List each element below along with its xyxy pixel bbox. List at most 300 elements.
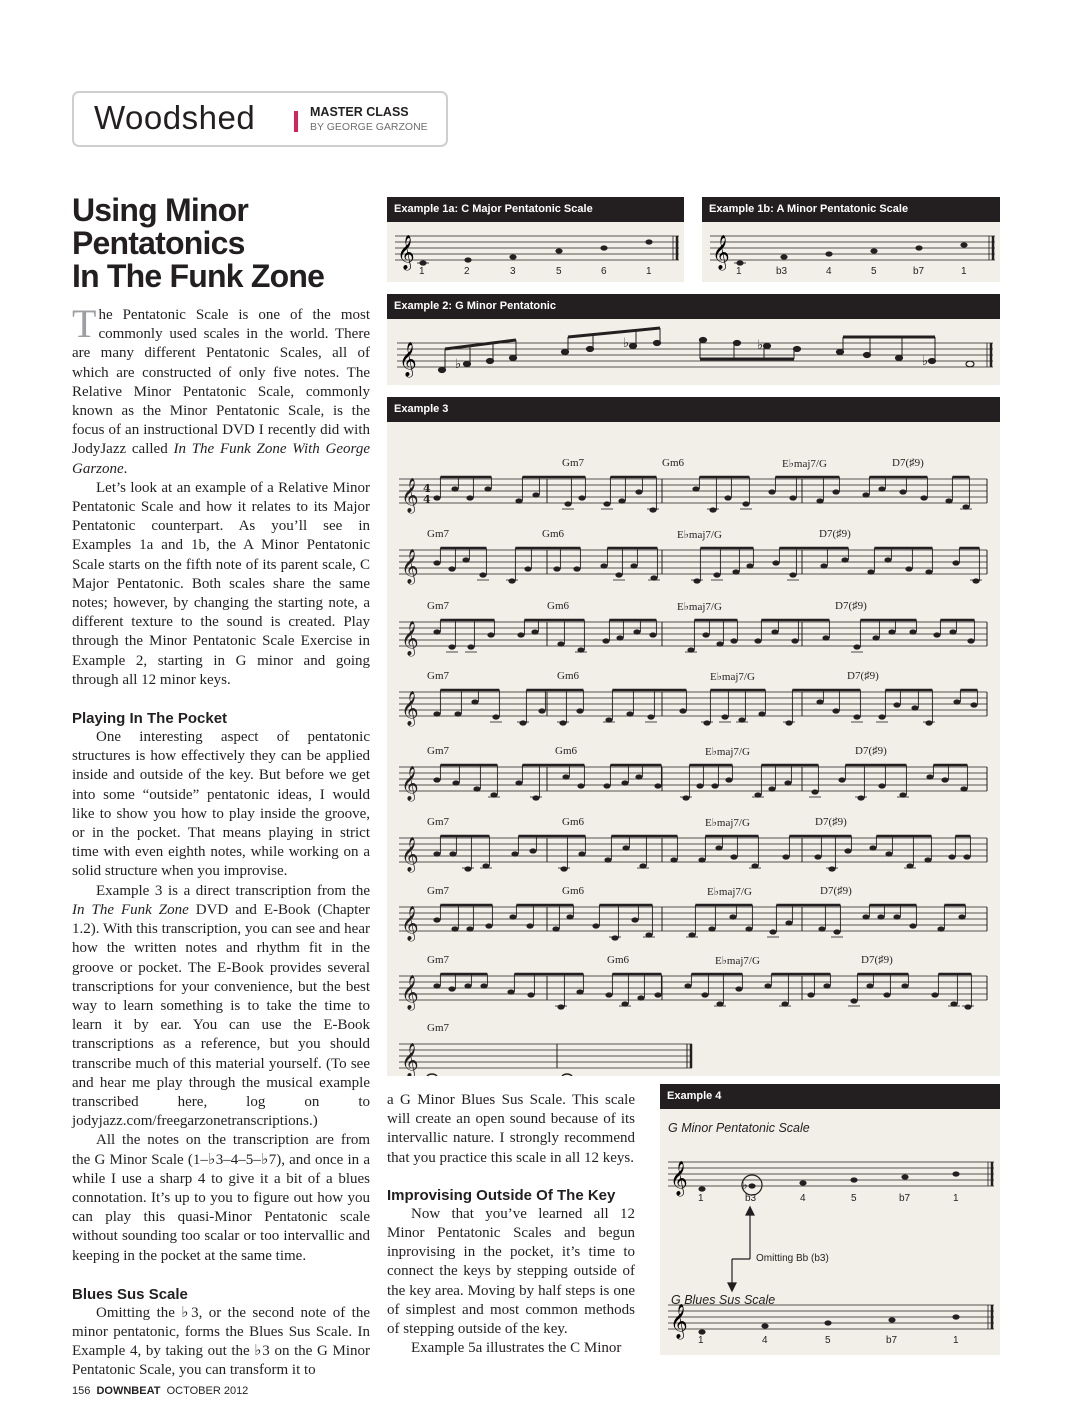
- page-footer: [72, 1385, 248, 1397]
- chord-symbol: Gm6: [557, 670, 579, 682]
- note-head: [820, 563, 827, 568]
- chord-symbol: Gm6: [562, 816, 584, 828]
- svg-text:𝄞: 𝄞: [670, 1304, 688, 1339]
- chord-symbol: Gm6: [547, 600, 569, 612]
- treble-clef-icon: 𝄞: [401, 549, 419, 584]
- note-head: [715, 845, 722, 850]
- staff-notation: [660, 1109, 1000, 1355]
- scale-title: G Minor Pentatonic Scale: [668, 1121, 810, 1135]
- section-header: [72, 91, 448, 147]
- chord-symbol: Gm6: [542, 528, 564, 540]
- note-head: [576, 989, 583, 994]
- note-head: [622, 845, 629, 850]
- staff-notation: [387, 422, 1000, 1076]
- note-head: [605, 992, 612, 997]
- note-head: [576, 708, 583, 713]
- note-head: [566, 914, 573, 919]
- note-head: [696, 783, 703, 788]
- svg-text:𝄞: 𝄞: [399, 342, 417, 377]
- note-head: [883, 992, 890, 997]
- note-head: [878, 714, 885, 719]
- chord-symbol: Gm7: [562, 457, 584, 469]
- note-head: [791, 638, 798, 643]
- note-head: [742, 501, 749, 506]
- note-head: [517, 632, 524, 637]
- example-3: [387, 397, 1000, 1076]
- degree-label: 3: [510, 266, 516, 277]
- note-head: [862, 492, 869, 497]
- note-head: [508, 578, 515, 583]
- note-head: [901, 983, 908, 988]
- note-head: [949, 629, 956, 634]
- note-head: [884, 557, 891, 562]
- note-head: [466, 926, 473, 931]
- staff-notation: [702, 222, 1000, 282]
- note-head: [464, 866, 471, 871]
- note-head: [559, 720, 566, 725]
- note-head: [604, 857, 611, 862]
- note-head: [592, 923, 599, 928]
- note-head: [433, 629, 440, 634]
- staff-notation: [387, 319, 1000, 385]
- staff-system: [399, 477, 987, 514]
- staff-system: [399, 548, 987, 585]
- note-head: [451, 926, 458, 931]
- degree-label: 4: [762, 1335, 768, 1346]
- note-head: [702, 632, 709, 637]
- note-head: [866, 983, 873, 988]
- scale-title: G Blues Sus Scale: [671, 1293, 776, 1307]
- note-head: [452, 780, 459, 785]
- note-head: [877, 914, 884, 919]
- note-head: [724, 495, 731, 500]
- note-head: [872, 635, 879, 640]
- note-head: [972, 578, 979, 583]
- note-head: [732, 569, 739, 574]
- note-head: [703, 720, 710, 725]
- note-head: [844, 848, 851, 853]
- svg-text:𝄞: 𝄞: [397, 235, 415, 270]
- note-head: [637, 995, 644, 1000]
- note-head: [647, 714, 654, 719]
- degree-label: 1: [419, 266, 425, 277]
- example-label: Example 1a: C Major Pentatonic Scale: [387, 197, 684, 222]
- chord-symbol: D7(♯9): [815, 816, 847, 828]
- treble-clef-icon: 𝄞: [401, 1043, 419, 1076]
- paragraph: Let’s look at an example of a Relative Minor Pentatonic Scale and how it relates to its Major Pentatonic counterpart. As you’ll see in Examples 1a and 1b, the A Minor Pentatonic Scale starts on the fifth note of its parent scale, C Major Pentatonic. Both scales share the same notes; however, by changing the starting note, a different texture to the sound is created. Play through the Minor Pentatonic Scale Exercise in Example 2, starting in G minor and going through all 12 minor keys.: [72, 479, 370, 688]
- note-head: [467, 644, 474, 649]
- note-head: [841, 557, 848, 562]
- note-head: [816, 699, 823, 704]
- note-head: [562, 774, 569, 779]
- chord-symbol: Gm7: [427, 954, 449, 966]
- note-head: [911, 705, 918, 710]
- example-4: [660, 1084, 1000, 1355]
- paragraph: Example 3 is a direct transcription from the In The Funk Zone DVD and E-Book (Chapter 1.2). With this transcription, you can see and hear how the written notes and rhythm fit in the groove or pocket. The E-Book provides several transcriptions for your convenience, but the best way to learn something is to take the time to learn it by ear. You can use the E-Book transcriptions as a reference, but you should transcribe much of this material yourself. (To see and hear me play through the musical example transcribed here, log on to jodyjazz.com/freegarzonetranscriptions.): [72, 882, 370, 1130]
- chord-symbol: D7(♯9): [819, 528, 851, 540]
- note-head: [635, 774, 642, 779]
- note-head: [853, 644, 860, 649]
- note-head: [532, 795, 539, 800]
- note-head: [878, 486, 885, 491]
- staff-system: [399, 836, 987, 873]
- paragraph: Example 5a illustrates the C Minor: [411, 1340, 622, 1357]
- note-head: [782, 854, 789, 859]
- note-head: [708, 926, 715, 931]
- note-head: [833, 929, 840, 934]
- note-head: [771, 629, 778, 634]
- chord-symbol: E♭maj7/G: [782, 458, 827, 470]
- note-head: [878, 783, 885, 788]
- svg-text:♭: ♭: [623, 336, 630, 351]
- note-head: [618, 498, 625, 503]
- article-title: [72, 194, 392, 293]
- notation-panel: [660, 1109, 1000, 1355]
- staff-system: [399, 620, 987, 657]
- degree-label: b3: [745, 1193, 757, 1204]
- note-head: [925, 720, 932, 725]
- chord-symbol: D7(♯9): [892, 457, 924, 469]
- note-head: [818, 926, 825, 931]
- note-head: [709, 507, 716, 512]
- svg-text:♭: ♭: [742, 1178, 748, 1192]
- header-divider: [294, 111, 298, 132]
- note-head: [630, 563, 637, 568]
- treble-clef-icon: 𝄞: [401, 766, 419, 801]
- whole-note: [427, 1074, 437, 1076]
- chord-symbol: E♭maj7/G: [705, 746, 750, 758]
- time-signature: 4: [423, 493, 431, 506]
- degree-label: 1: [953, 1193, 959, 1204]
- note-head: [730, 854, 737, 859]
- note-head: [484, 486, 491, 491]
- note-head: [433, 711, 440, 716]
- staff-system: [399, 905, 987, 942]
- note-head: [862, 914, 869, 919]
- degree-label: 1: [646, 266, 652, 277]
- note-head: [823, 983, 830, 988]
- treble-clef-icon: 𝄞: [401, 975, 419, 1010]
- chord-symbol: Gm7: [427, 816, 449, 828]
- degree-label: 1: [961, 266, 967, 277]
- chord-symbol: Gm7: [427, 670, 449, 682]
- example-1a: [387, 197, 684, 282]
- note-head: [524, 566, 531, 571]
- paragraph: a G Minor Blues Sus Scale. This scale will create an open sound because of its intervallic nature. I strongly recommend that you practice this scale in all 12 keys.: [387, 1092, 635, 1166]
- degree-label: 5: [825, 1335, 831, 1346]
- title-line: Using Minor: [72, 192, 249, 228]
- note-head: [621, 780, 628, 785]
- example-label: Example 3: [387, 397, 1000, 422]
- chord-symbol: Gm7: [427, 600, 449, 612]
- staff-system: [399, 765, 987, 802]
- subheading: Blues Sus Scale: [72, 1285, 188, 1303]
- note-head: [557, 1004, 564, 1009]
- degree-label: b7: [899, 1193, 911, 1204]
- note-head: [964, 1004, 971, 1009]
- note-head: [448, 644, 455, 649]
- note-head: [746, 563, 753, 568]
- degree-label: b7: [913, 266, 925, 277]
- note-head: [633, 629, 640, 634]
- degree-label: 4: [826, 266, 832, 277]
- note-head: [701, 992, 708, 997]
- note-head: [448, 986, 455, 991]
- subheading: Playing In The Pocket: [72, 710, 228, 728]
- paragraph: The Pentatonic Scale is one of the most commonly used scales in the world. There are many different Pentatonic Scales, all of which are constructed of only five notes. The Relative Minor Pentatonic Scale, commonly known as the Minor Pentatonic Scale, is the focus of an instructional DVD I recently did with JodyJazz called In The Funk Zone With George Garzone.: [72, 301, 370, 477]
- note-head: [768, 786, 775, 791]
- staff-system: [399, 690, 987, 727]
- note-head: [816, 498, 823, 503]
- note-head: [970, 702, 977, 707]
- chord-symbol: Gm7: [427, 1022, 449, 1034]
- chord-symbol: D7(♯9): [835, 600, 867, 612]
- note-head: [433, 495, 440, 500]
- notation-panel: [387, 422, 1000, 1076]
- note-head: [811, 789, 818, 794]
- time-signature: 4: [423, 482, 431, 495]
- note-head: [626, 711, 633, 716]
- note-head: [487, 632, 494, 637]
- chord-symbol: E♭maj7/G: [677, 601, 722, 613]
- note-head: [527, 992, 534, 997]
- note-head: [684, 983, 691, 988]
- treble-clef-icon: 𝄞: [401, 906, 419, 941]
- note-head: [433, 777, 440, 782]
- note-head: [958, 914, 965, 919]
- svg-text:♭: ♭: [757, 338, 764, 353]
- degree-label: 5: [556, 266, 562, 277]
- note-head: [693, 578, 700, 583]
- note-head: [509, 914, 516, 919]
- treble-clef-icon: 𝄞: [401, 691, 419, 726]
- note-head: [616, 635, 623, 640]
- note-head: [611, 935, 618, 940]
- note-head: [893, 702, 900, 707]
- notation-panel: [387, 222, 684, 282]
- treble-clef-icon: 𝄞: [401, 837, 419, 872]
- note-head: [967, 638, 974, 643]
- note-head: [564, 501, 571, 506]
- note-head: [768, 489, 775, 494]
- note-head: [485, 923, 492, 928]
- note-head: [941, 777, 948, 782]
- note-head: [745, 926, 752, 931]
- note-head: [538, 708, 545, 713]
- note-head: [807, 992, 814, 997]
- note-head: [784, 780, 791, 785]
- note-head: [462, 557, 469, 562]
- note-head: [433, 983, 440, 988]
- note-head: [532, 492, 539, 497]
- note-head: [649, 632, 656, 637]
- note-head: [600, 563, 607, 568]
- note-head: [789, 495, 796, 500]
- issue-date: OCTOBER 2012: [166, 1385, 249, 1397]
- note-head: [449, 851, 456, 856]
- note-head: [515, 780, 522, 785]
- degree-label: b7: [886, 1335, 898, 1346]
- note-head: [888, 629, 895, 634]
- magazine-name: DOWNBEAT: [96, 1385, 161, 1397]
- whole-note: [562, 1074, 572, 1076]
- note-head: [814, 854, 821, 859]
- note-head: [649, 507, 656, 512]
- note-head: [953, 699, 960, 704]
- svg-text:♭: ♭: [922, 354, 929, 369]
- staff-system: [399, 1043, 692, 1076]
- chord-symbol: D7(♯9): [861, 954, 893, 966]
- degree-label: 1: [698, 1193, 704, 1204]
- note-head: [952, 560, 959, 565]
- chord-symbol: Gm6: [607, 954, 629, 966]
- staff-notation: [387, 222, 684, 282]
- article-column-2: [387, 1091, 635, 1358]
- note-head: [948, 854, 955, 859]
- paragraph: Now that you’ve learned all 12 Minor Pentatonic Scales and begun inprovising in the pocket, it’s time to connect the keys by stepping outside of the key area. Moving by half steps is one of simplest and most common methods of stepping outside of the key.: [387, 1205, 635, 1338]
- note-head: [433, 851, 440, 856]
- svg-text:𝄞: 𝄞: [712, 235, 730, 270]
- note-head: [698, 857, 705, 862]
- page-number: 156: [72, 1385, 91, 1397]
- note-head: [573, 566, 580, 571]
- note-head: [899, 489, 906, 494]
- note-head: [832, 489, 839, 494]
- note-head: [531, 629, 538, 634]
- chord-symbol: E♭maj7/G: [705, 817, 750, 829]
- note-head: [515, 498, 522, 503]
- note-head: [893, 914, 900, 919]
- note-head: [526, 923, 533, 928]
- note-head: [924, 857, 931, 862]
- note-head: [853, 714, 860, 719]
- note-head: [507, 989, 514, 994]
- chord-symbol: E♭maj7/G: [715, 955, 760, 967]
- example-2: [387, 294, 1000, 385]
- note-head: [769, 929, 776, 934]
- degree-label: 1: [698, 1335, 704, 1346]
- note-head: [867, 569, 874, 574]
- note-head: [789, 572, 796, 577]
- degree-label: 2: [464, 266, 470, 277]
- note-head: [511, 851, 518, 856]
- note-head: [716, 641, 723, 646]
- chord-symbol: E♭maj7/G: [707, 886, 752, 898]
- degree-label: 5: [851, 1193, 857, 1204]
- byline: BY GEORGE GARZONE: [310, 121, 428, 133]
- note-head: [822, 635, 829, 640]
- example-label: Example 1b: A Minor Pentatonic Scale: [702, 197, 1000, 222]
- note-head: [448, 566, 455, 571]
- note-head: [725, 777, 732, 782]
- note-head: [920, 495, 927, 500]
- treble-clef-icon: 𝄞: [401, 478, 419, 513]
- note-head: [785, 920, 792, 925]
- chord-symbol: Gm7: [427, 528, 449, 540]
- note-head: [552, 926, 559, 931]
- note-head: [454, 711, 461, 716]
- chord-symbol: Gm6: [562, 885, 584, 897]
- svg-text:𝄞: 𝄞: [670, 1161, 688, 1196]
- note-head: [473, 786, 480, 791]
- note-head: [670, 857, 677, 862]
- note-head: [838, 777, 845, 782]
- note-head: [931, 992, 938, 997]
- note-head: [654, 783, 661, 788]
- note-head: [721, 714, 728, 719]
- note-head: [729, 914, 736, 919]
- note-head: [832, 708, 839, 713]
- note-head: [945, 498, 952, 503]
- note-head: [433, 560, 440, 565]
- note-head: [615, 572, 622, 577]
- note-head: [529, 848, 536, 853]
- note-head: [785, 720, 792, 725]
- note-head: [730, 638, 737, 643]
- note-head: [603, 501, 610, 506]
- degree-label: 1: [736, 266, 742, 277]
- example-label: Example 2: G Minor Pentatonic: [387, 294, 1000, 319]
- degree-label: 1: [953, 1335, 959, 1346]
- notation-panel: [702, 222, 1000, 282]
- note-head: [654, 992, 661, 997]
- note-head: [451, 486, 458, 491]
- note-head: [735, 986, 742, 991]
- note-head: [492, 714, 499, 719]
- note-head: [937, 926, 944, 931]
- note-head: [885, 851, 892, 856]
- note-head: [464, 983, 471, 988]
- annotation: Omitting Bb (b3): [756, 1253, 829, 1264]
- note-head: [933, 632, 940, 637]
- note-head: [578, 851, 585, 856]
- treble-clef-icon: 𝄞: [401, 621, 419, 656]
- note-head: [577, 783, 584, 788]
- chord-symbol: Gm7: [427, 745, 449, 757]
- note-head: [869, 845, 876, 850]
- note-head: [679, 708, 686, 713]
- note-head: [682, 795, 689, 800]
- article-column-1: [72, 301, 370, 1381]
- chord-symbol: E♭maj7/G: [677, 529, 722, 541]
- note-head: [557, 641, 564, 646]
- paragraph: Omitting the ♭3, or the second note of the minor pentatonic, forms the Blues Sus Scale. In Example 4, by taking out the ♭3 on the G Minor Pentatonic Scale, you can transform it to: [72, 1304, 370, 1379]
- note-head: [471, 699, 478, 704]
- note-head: [553, 566, 560, 571]
- note-head: [578, 495, 585, 500]
- note-head: [519, 720, 526, 725]
- note-head: [631, 917, 638, 922]
- example-label: Example 4: [660, 1084, 1000, 1109]
- chord-symbol: D7(♯9): [855, 745, 887, 757]
- subheading: Improvising Outside Of The Key: [387, 1186, 616, 1204]
- section-kicker: MASTER CLASS: [310, 105, 409, 119]
- note-head: [909, 923, 916, 928]
- note-head: [602, 638, 609, 643]
- note-head: [850, 998, 857, 1003]
- chord-symbol: D7(♯9): [847, 670, 879, 682]
- note-head: [828, 866, 835, 871]
- note-head: [963, 854, 970, 859]
- drop-cap: T: [72, 301, 97, 346]
- note-head: [772, 560, 779, 565]
- note-head: [857, 795, 864, 800]
- note-head: [925, 569, 932, 574]
- degree-label: 4: [800, 1193, 806, 1204]
- degree-label: b3: [776, 266, 788, 277]
- notation-panel: [387, 319, 1000, 385]
- note-head: [905, 566, 912, 571]
